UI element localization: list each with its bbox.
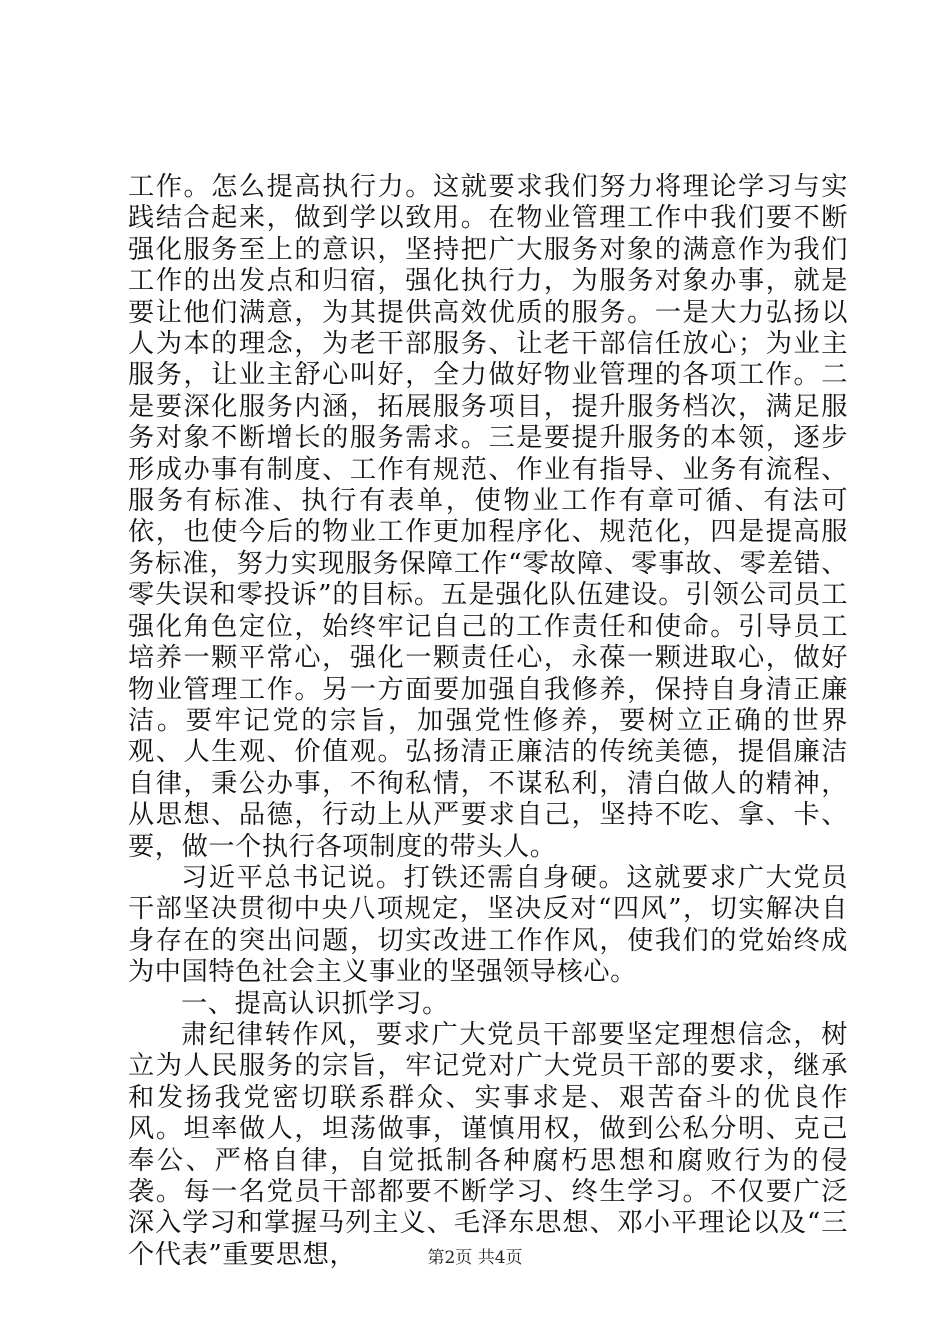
section-heading: 一、提高认识抓学习。 <box>181 988 449 1019</box>
paragraph-1: 工作。怎么提高执行力。这就要求我们努力将理论学习与实践结合起来，做到学以致用。在物业管理工作中我们要不断强化服务至上的意识，坚持把广大服务对象的满意作为我们工作的出发点和归宿，强化执行力，为服务对象办事，就是要让他们满意，为其提供高效优质的服务。一是大力弘扬以人为本的理念，为老干部服务、让老干部信任放心；为业主服务，让业主舒心叫好，全力做好物业管理的各项工作。二是要深化服务内涵，拓展服务项目，提升服务档次，满足服务对象不断增长的服务需求。三是要提升服务的本领，逐步形成办事有制度、工作有规范、作业有指导、业务有流程、服务有标准、执行有表单，使物业工作有章可循、有法可依，也使今后的物业工作更加程序化、规范化，四是提高服务标准，努力实现服务保障工作“零故障、零事故、零差错、零失误和零投诉”的目标。五是强化队伍建设。引领公司员工强化角色定位，始终牢记自己的工作责任和使命。引导员工培养一颗平常心，强化一颗责任心，永葆一颗进取心，做好物业管理工作。另一方面要加强自我修养，保持自身清正廉洁。要牢记党的宗旨，加强党性修养，要树立正确的世界观、人生观、价值观。弘扬清正廉洁的传统美德，提倡廉洁自律，秉公办事，不徇私情，不谋私利，清白做人的精神，从思想、品德，行动上从严要求自己，坚持不吃、拿、卡、要，做一个执行各项制度的带头人。 <box>128 172 848 862</box>
paragraph-4: 肃纪律转作风，要求广大党员干部要坚定理想信念，树立为人民服务的宗旨，牢记党对广大党员干部的要求，继承和发扬我党密切联系群众、实事求是、艰苦奋斗的优良作风。坦率做人，坦荡做事，谨慎用权，做到公私分明、克己奉公、严格自律，自觉抵制各种腐朽思想和腐败行为的侵袭。每一名党员干部都要不断学习、终生学习。不仅要广泛深入学习和掌握马列主义、毛泽东思想、邓小平理论以及“三个代表”重要思想， <box>128 1019 848 1270</box>
paragraph-2: 习近平总书记说。打铁还需自身硬。这就要求广大党员干部坚决贯彻中央八项规定，坚决反对“四风”，切实解决自身存在的突出问题，切实改进工作作风，使我们的党始终成为中国特色社会主义事业的坚强领导核心。 <box>128 862 848 988</box>
document-body <box>128 172 848 1271</box>
page-number-footer: 第2页 共4页 <box>427 1248 523 1268</box>
